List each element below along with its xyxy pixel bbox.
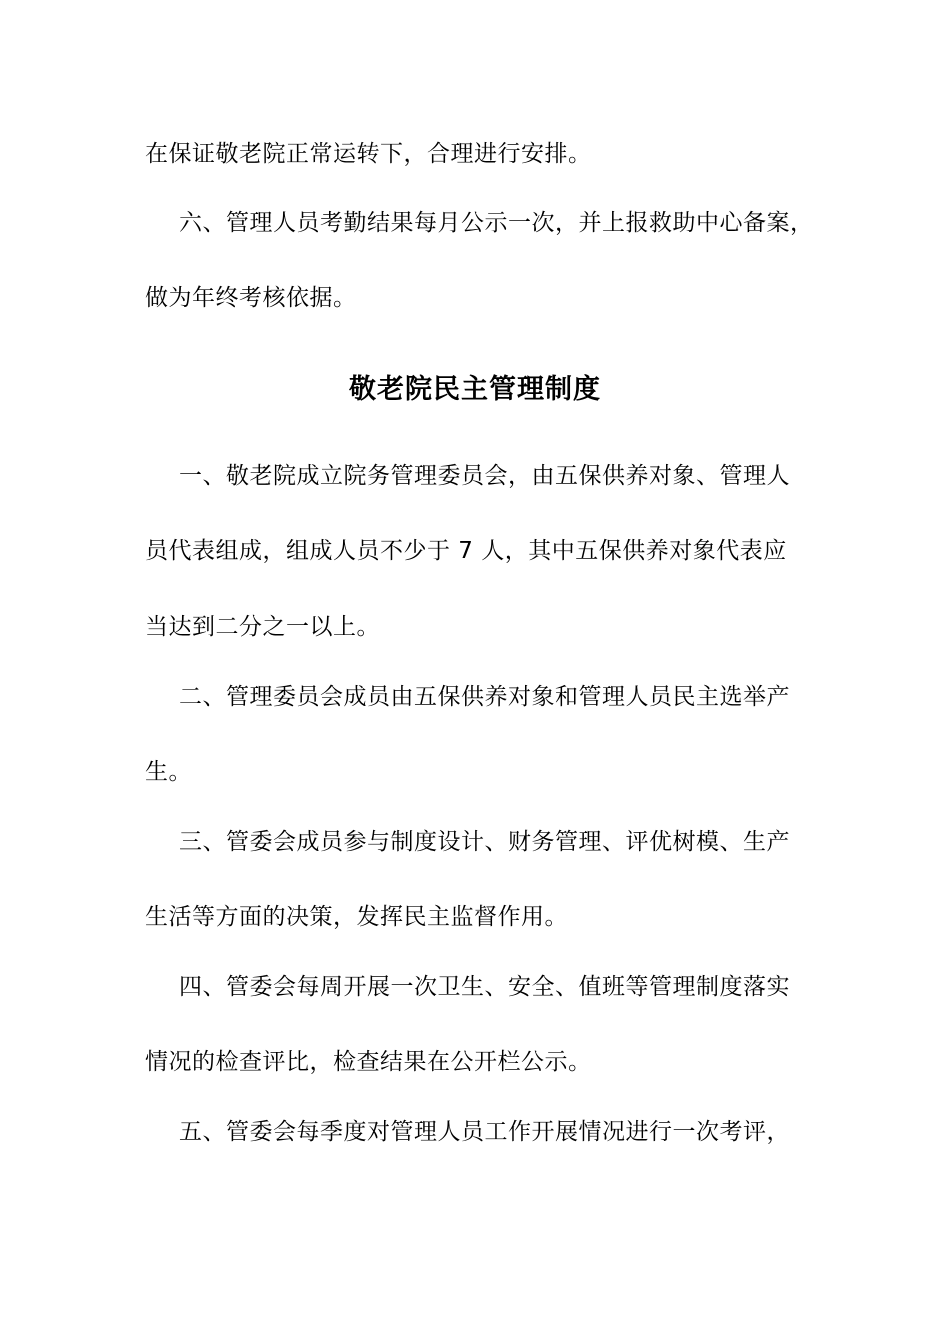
paragraph-line: 三、管委会成员参与制度设计、财务管理、评优树模、生产 [179, 829, 790, 855]
paragraph-line: 生。 [145, 759, 192, 785]
paragraph-line: 情况的检查评比，检查结果在公开栏公示。 [145, 1049, 592, 1075]
paragraph-line: 在保证敬老院正常运转下，合理进行安排。 [145, 141, 592, 167]
paragraph-line: 四、管委会每周开展一次卫生、安全、值班等管理制度落实 [179, 974, 790, 1000]
paragraph-line: 生活等方面的决策，发挥民主监督作用。 [145, 904, 568, 930]
paragraph-line: 二、管理委员会成员由五保供养对象和管理人员民主选举产 [179, 684, 790, 710]
paragraph-line: 一、敬老院成立院务管理委员会，由五保供养对象、管理人 [179, 463, 790, 489]
paragraph-line: 做为年终考核依据。 [145, 285, 357, 311]
paragraph-line: 员代表组成，组成人员不少于 7 人，其中五保供养对象代表应 [145, 538, 787, 564]
paragraph-line: 六、管理人员考勤结果每月公示一次，并上报救助中心备案， [179, 210, 814, 236]
section-title: 敬老院民主管理制度 [349, 374, 601, 405]
paragraph-line: 当达到二分之一以上。 [145, 614, 380, 640]
paragraph-line: 五、管委会每季度对管理人员工作开展情况进行一次考评， [179, 1119, 790, 1145]
